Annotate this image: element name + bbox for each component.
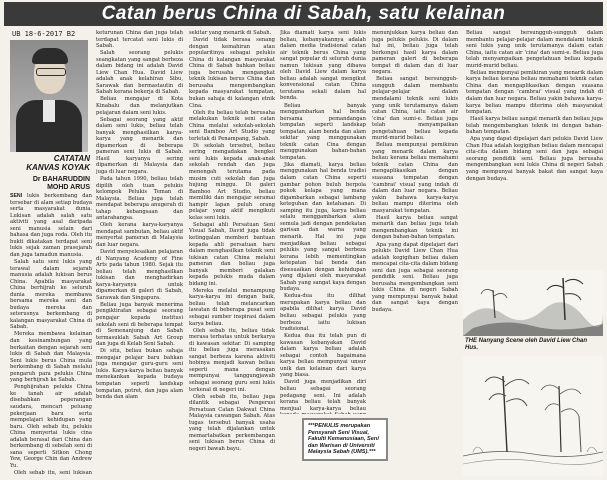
paragraph: Oleh sebab itu, seni lukisan <box>14 469 92 476</box>
paragraph: keturunan China dan juga telah terdapat tercatat seni lukis di Sabah. <box>96 30 183 50</box>
photo-glasses-shape <box>36 68 66 76</box>
paragraph: Apa yang dapat dipelajari dari pelukis David Liew Chan Hua adalah kegigihan beliau dalam mencapai cita-cita dalam bidang seni dan juga sebagai seorang pendidik seni. Beliau juga berusaha mengembangkan seni lukis China di negeri Sabah yang mempunyai banyak bakat dan sangat kaya dengan budaya. <box>466 136 603 182</box>
paragraph: David menyelesaikan pelajaran di Nanyang Academy of Fine Arts pada tahun 1980. Sejak itu beliau telah menghasilkan lukisan dan menghadirkan karya-karyanya untuk dipamerkan di galeri di Sabah, Sarawak dan Singapura. <box>96 249 183 301</box>
paragraph-text: lukis berkembang dan tersebar di alam setiap budaya serta masyarakat dunia. Lukisan adalah salah satu aktiviti yang asal daripada seni manusia selain dari bahasa dan juga roda. Oleh itu bukti dikatakan terdapat seni lukis sejak zaman prasejarah dan juga tamadun manusia. <box>10 193 92 258</box>
paragraph: Beliau sangat bersungguh-sungguh dalam membantu pelajar-pelajar dalam mendalami teknik seni lukis yang unik terutamanya dalam catan China, iaitu catan air 'cina' dan sumi-e. Beliau juga telah menyampaikan pengetahuan beliau kepada murid-murid beliau. <box>372 76 458 142</box>
paragraph: Sebagai ahli Persatuan Seni Visual Sabah, David juga tidak ketinggalan memberi bantuan kepada ahli persatuan baru dalam menghasilkan teknik seni lukisan catan China melalui pameran dan beliau juga banyak memberi galakan kepada pelukis muda dalam bidang ini. <box>189 221 275 287</box>
painting-illustration <box>463 270 603 336</box>
paragraph: Penghijrahan pelukis China ke tanah air adalah disebabkan peperangan saudara, mencari peluang pekerjaan baru serta mempelajari kehidupan yang baru. Oleh sebab itu, pelukis China menyertai lukis cina adalah berasal dari China dan berkembang di sebelah seni di sana seperti Sitkon Chong Yew, George Chin dan Andrew Yu. <box>10 384 92 469</box>
paragraph: Beliau banyak menggambarkan hal benda bersama pemandangan tempatan seperti landskap tempatan, alam benda dan alam sekitar yang menggunakan teknik catan Cina dengan menggunakan bahan-bahan tempatan. <box>280 102 366 161</box>
paragraph: Oleh itu beliau telah berusaha melakukan teknik seni catan China melalui sekolah-sekolah seni Bamboo Art Studio yang terletak di Penampang, Sabah. <box>189 109 275 142</box>
paragraph: Oleh kerana karya-karyanya mendapat sambutan, beliau aktif menyertai pameran di Malaysia dan luar negara. <box>96 222 183 248</box>
sketch-ink-trees <box>463 356 603 476</box>
photo-hair-shape <box>32 48 68 64</box>
paragraph: Beliau sangat bersungguh-sungguh dalam membantu pelajar-pelajar dalam mendalami teknik seni lukis yang unik terutamanya dalam catan China, iaitu catan air 'cina' dan sumi-e. Beliau juga telah menyampaikan pengetahuan beliau kepada murid-murid beliau. <box>466 30 603 69</box>
paragraph: Di situ, beliau bukan sahaja mengajar pelajar baru bahkan juga mengajar guru-guru seni lukis. Karya-karya beliau banyak menekankan kepada budaya tempatan seperti landskap tempatan, potret, dan juga alam benda dan alam <box>96 348 183 401</box>
text-column-1 <box>10 193 92 477</box>
paragraph: Beliau mengajar di Kota Kinabalu dan melanjutkan pelajaran dalam seni lukis. <box>96 96 183 116</box>
author-line1: Dr BAHARUDDIN <box>32 176 90 183</box>
paragraph: Mereka membawa kelainan dan kesinambungan yang berkaitan dengan sejarah seni lukis di Sabah dan Malaysia. Seni lukis berus China mula berkembang di Sabah melalui pengaruh para pelukis China yang berhijrah ke Sabah. <box>10 331 92 384</box>
title-banner <box>4 2 603 26</box>
text-column-3 <box>189 30 275 477</box>
column-name <box>10 154 90 172</box>
paragraph: Pada tahun 1990, beliau telah dipilih oleh tuan pelukis kelompok Pelukis Teman di Malaysia. Beliau juga telah mendapat beberapa anugerah di tahap kebangsaan dan antarabangsa. <box>96 176 183 222</box>
paragraph: Oleh sebab itu, beliau tidak merasa terbatas untuk berkarya di kawasan sekitar. Di samping itu beliau juga merasakan sangat berbeza karena aktiviti hobinya menjadi kawan beliau seperti mana dengan mempunyai tanggungjawab sebagai seorang guru seni lukis terkenal di negeri ini. <box>189 327 275 393</box>
photo-collar-shape <box>43 100 55 122</box>
paragraph: Oleh sebab itu, beliau juga dilantik sebagai Pengerusi Persatuan Catan Dakwat China Malaysia cawangan Sabah. Atas tugas tersebut banyak usaha yang telah dijalankan untuk memartabatkan perkembangan seni lukisan berus China di negeri bawah bayu. <box>189 393 275 452</box>
paragraph: Jika diamati, karya beliau menggunakan hal benda tradisi dalam catan China seperti gambar pohon buluh berpola pokok kelapa yang mana digambarkan sebagai lambang keteguhan dan ketahanan. Di samping itu juga, karya beliau selalu menggambarkan alam semula jadi dengan pendekatan garisan dan warna yang menarik. Hal ini juga menjadikan beliau sebagai pelukis yang sangat berbeza kerana lebih mementingkan ketepatan hal benda dan disesuaikan dengan kehidupan yang dijalani oleh masyarakat Sabah yang sangat kaya dengan budaya. <box>280 161 366 293</box>
paragraph <box>10 193 92 258</box>
text-column-6 <box>466 30 603 266</box>
text-column-4 <box>280 30 366 414</box>
text-column-2 <box>96 30 183 477</box>
paragraph: Salah satu seni lukis yang terawal dalam sejarah manusia adalah lukisan berus China. Apabila masyarakat China berhijrah ke seluruh dunia mereka membawa bersama mereka seni dan budaya mereka dan seterusnya berkembang di kalangan masyarakat China di Sabah. <box>10 258 92 331</box>
paragraph: menunjukkan karya beliau dan juga pelukis pelukis. Di dalam hal ini, beliau juga telah berkongsi hasil karya dalam pameran galeri di beberapa tempat di dalam dan di luar negara. <box>372 30 458 76</box>
paragraph: David tidak berasa senang dengan kemahiran atau popularitinya sebagai pelukis China di kalangan masyarakat China di Sabah bahkan beliau juga berusaha mengangkat teknik lukisan berus China dan berusaha mengembangkan kepada masyarakat tempatan, bukan sahaja di kalangan etnik Cina. <box>189 37 275 109</box>
author-line2: MOHD ARUS <box>47 184 90 191</box>
painting-caption: THE Nanyang Scene oleh David Liew Chan Hus. <box>465 338 588 352</box>
paragraph: Di sekolah tersebut, beliau sering mengadakan bengkel seni lukis kepada anak-anak sekolah rendah dan juga menengah terutama pada musim cuti sekolah dan juga hujung minggu. Di galeri Bamboo Art Studio, beliau memiliki dan mengajar seramai hampir lapan puluh orang pelajar yang aktif mengikuti kelas seni lukis. <box>189 142 275 221</box>
author-byline <box>10 176 90 192</box>
sketch-illustration <box>463 356 603 476</box>
paragraph: David juga menjadikan diri beliau sebagai seorang pedagang seni. Ini adalah kerana beliau telah banyak menjual karya-karya beliau <box>280 379 366 412</box>
author-note-box: ***PENULIS merupakan Pensyarah Seni Visual, Fakulti Kemanusiaan, Seni dan Warisan di Universiti Malaysia Sabah (UMS).*** <box>302 418 388 461</box>
text-column-5 <box>372 30 458 477</box>
handwritten-date-note: UB 18-6-2017 B2 <box>12 30 76 38</box>
paragraph: Hasil karya beliau sangat menarik dan beliau juga telah mengembangkan teknik ini dengan bahan-bahan tempatan. <box>466 116 603 136</box>
paragraph: Sebagai seorang yang aktif dalam seni lukis, beliau telah banyak menghasilkan karya-karya yang menarik dan dipamerkan di beberapa pameran seni lukis di Sabah. Hasil karyanya sering dipamerkan di Malaysia dan juga di luar negara. <box>96 116 183 175</box>
paragraph: Beliau juga banyak menerima pengiktirafan sebagai seorang pengajar kepada institusi sekolah seni di beberapa tempat di Semenanjung dan Sabah termasuklah Sabah Art Group dan juga di Kelab Seni Sabah. <box>96 301 183 348</box>
dropcap: SENI <box>10 193 23 199</box>
paragraph: Beliau mempunyai pemikiran yang menarik dalam karya beliau kerana beliau memahami teknik catan China dan mengaplikasikan dengan suasana tempatan dengan 'cambrai' visual yang indah di dalam dan luar negara. Beliau yakin bahawa karya-karya beliau mampu diterima oleh masyarakat tempatan. <box>466 69 603 116</box>
paragraph: Kedua dua itu telah pun di kawasan kebanyakan David dalam karya beliau adalah sebagai contoh bagaimana karya beliau mempunyai unsur unik dan kelainan dari karya yang biasa. <box>280 333 366 379</box>
paragraph: Hasil karya beliau sangat menarik dan beliau juga telah mengembangkan teknik ini dengan bahan-bahan tempatan. <box>372 214 458 241</box>
paragraph: Kedua-dua itu dilihat merupakan karya beliau dan apabila dilihat karya David beliau sebagai pelukis yang berbeza iaitu lukisan tradisional. <box>280 293 366 333</box>
paragraph: Mereka melalui menampung karya-karya ini dengan baik, beliau telah melancarkan lawatan di beberapa pusat seni sebagai sumber inspirasi dalam karya beliau. <box>189 287 275 327</box>
paragraph: Apa yang dapat dipelajari dari pelukis David Liew Chan Hua adalah kegigihan beliau dalam mencapai cita-cita dalam bidang seni dan juga sebagai seorang pendidik seni. Beliau juga berusaha mengembangkan seni lukis China di negeri Sabah yang mempunyai banyak bakat dan sangat kaya dengan budaya. <box>372 241 458 313</box>
paragraph: Salah seorang pelukis seangkatan yang sangat berbeza dalam bidang ini adalah David Liew Chan Hua. David Liew adalah anak kelahiran Sibu, Sarawak dan bermastautin di Sabah kerana bekerja di Sabah. <box>96 50 183 96</box>
paragraph: sekitar yang menarik di Sabah. <box>189 30 272 36</box>
column-name-line1: CATATAN <box>53 154 90 163</box>
paragraph: Jika diamati karya seni lukis beliau, kebanyakannya adalah dalam media tradisional catan air teknik berus China yang sangat popular di seluruh dunia namun lukisan yang dibawa oleh David Liew dalam karya beliau adalah sangat mengikut konvensional catan China terutama sekali dalam hal benda. <box>280 30 366 102</box>
column-name-line2: KANVAS KOYAK <box>26 163 90 172</box>
article-title: Catan berus China di Sabah, satu kelainan <box>101 3 506 24</box>
author-photo <box>10 40 88 152</box>
paragraph: Beliau mempunyai pemikiran yang menarik dalam karya beliau kerana beliau memahami teknik catan China dan mengaplikasikan dengan suasana tempatan dengan 'cambrai' visual yang indah di dalam dan luar negara. Beliau yakin bahawa karya-karya beliau mampu diterima oleh masyarakat tempatan. <box>372 142 458 214</box>
painting-ink-landscape <box>463 270 603 336</box>
